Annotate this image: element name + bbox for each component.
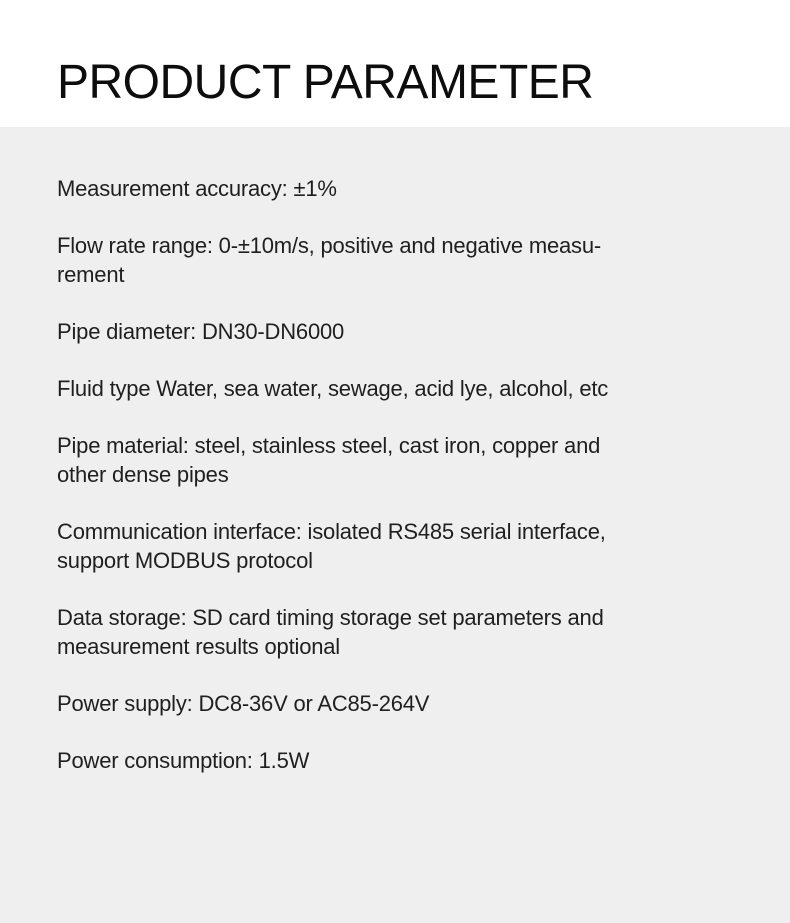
- parameter-measurement-accuracy: [57, 174, 730, 203]
- parameter-line: Communication interface: isolated RS485 serial interface,: [57, 519, 606, 544]
- parameter-communication-interface: [57, 517, 730, 575]
- parameter-line: Data storage: SD card timing storage set parameters and: [57, 605, 604, 630]
- parameter-line: rement: [57, 262, 125, 287]
- parameter-flow-rate-range: [57, 231, 730, 289]
- parameter-line: Power consumption: 1.5W: [57, 748, 310, 773]
- parameter-line: Power supply: DC8-36V or AC85-264V: [57, 691, 430, 716]
- parameter-line: other dense pipes: [57, 462, 229, 487]
- parameters-panel: [0, 127, 790, 923]
- page-title: PRODUCT PARAMETER: [57, 56, 594, 109]
- parameter-line: Measurement accuracy: ±1%: [57, 176, 337, 201]
- parameter-fluid-type: [57, 374, 730, 403]
- parameter-line: measurement results optional: [57, 634, 340, 659]
- parameter-line: Flow rate range: 0-±10m/s, positive and negative measu-: [57, 233, 602, 258]
- parameter-data-storage: [57, 603, 730, 661]
- parameter-line: Pipe material: steel, stainless steel, cast iron, copper and: [57, 433, 601, 458]
- parameter-line: Pipe diameter: DN30-DN6000: [57, 319, 345, 344]
- parameter-pipe-material: [57, 431, 730, 489]
- parameter-line: support MODBUS protocol: [57, 548, 313, 573]
- parameter-line: Fluid type Water, sea water, sewage, acid lye, alcohol, etc: [57, 376, 609, 401]
- parameter-pipe-diameter: [57, 317, 730, 346]
- section-header: [0, 0, 790, 127]
- parameter-power-consumption: [57, 746, 730, 775]
- parameter-power-supply: [57, 689, 730, 718]
